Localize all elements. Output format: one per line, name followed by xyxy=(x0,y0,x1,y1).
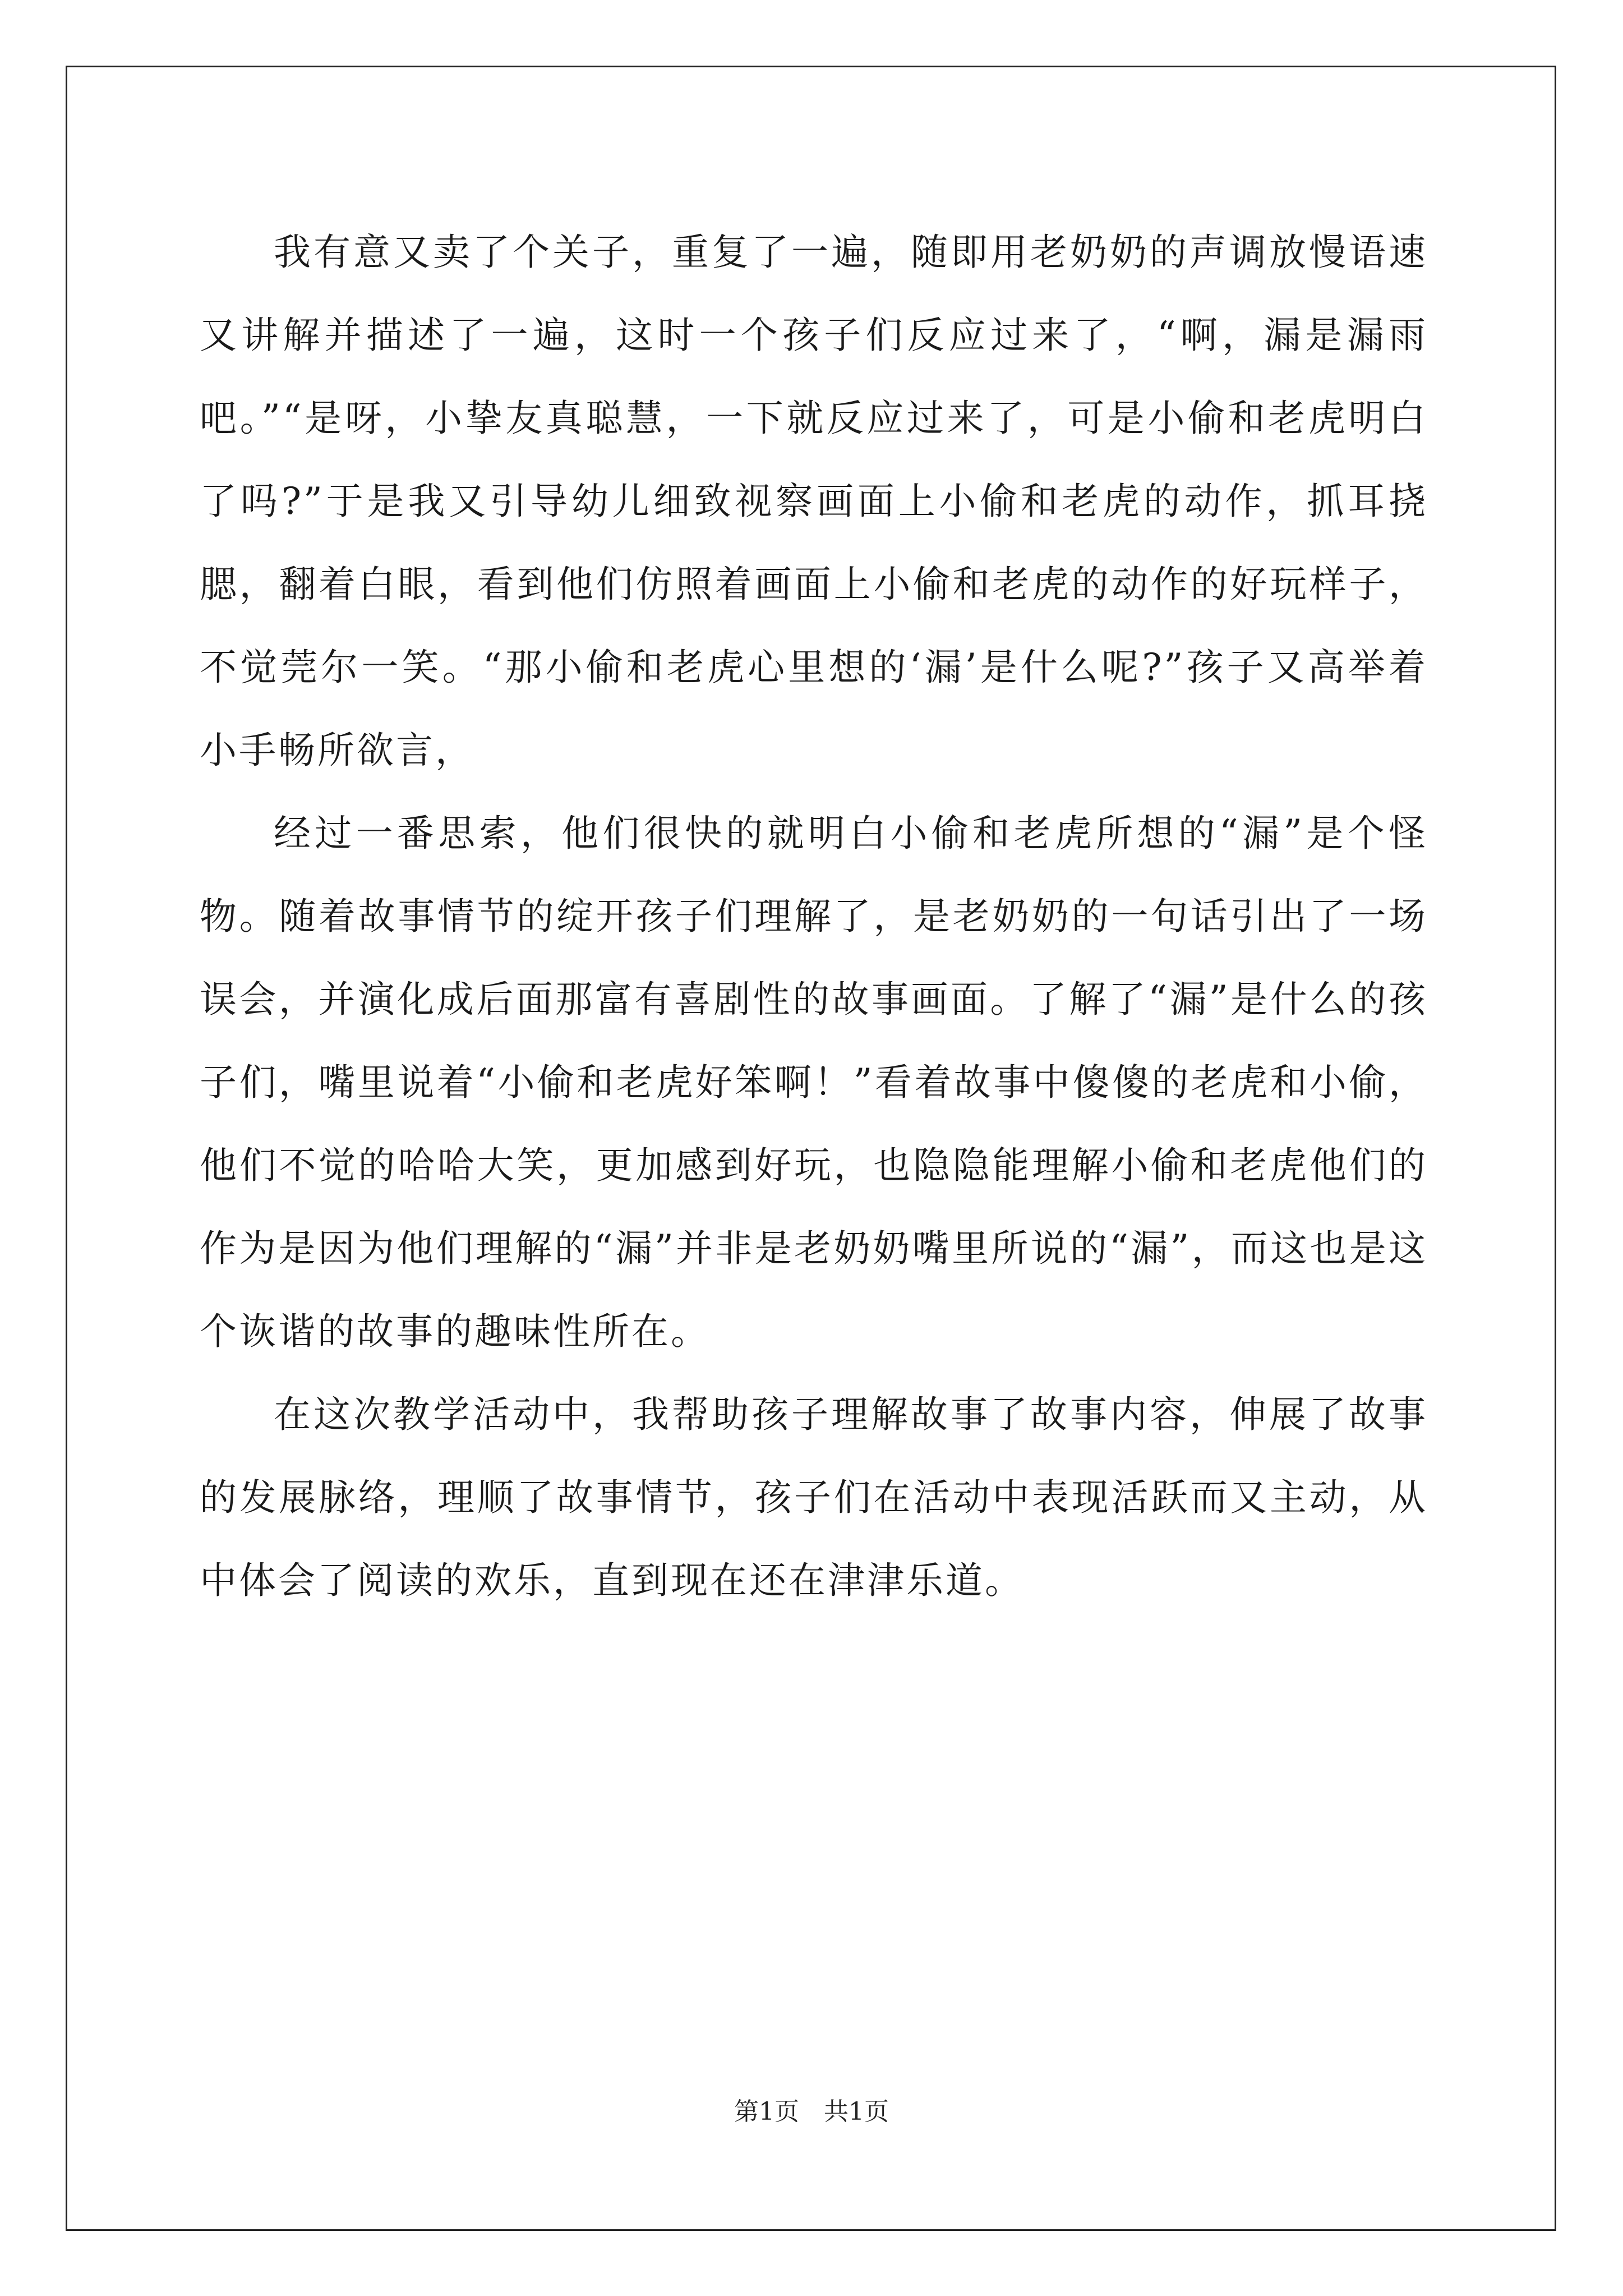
page-number-footer: 第1页 共1页 xyxy=(734,2097,889,2126)
paragraph-2: 经过一番思索，他们很快的就明白小偷和老虎所想的“漏”是个怪物。随着故事情节的绽开孩子们理解了，是老奶奶的一句话引出了一场误会，并演化成后面那富有喜剧性的故事画面。了解了“漏”是什么的孩子们，嘴里说着“小偷和老虎好笨啊！”看着故事中傻傻的老虎和小偷，他们不觉的哈哈大笑，更加感到好玩，也隐隐能理解小偷和老虎他们的作为是因为他们理解的“漏”并非是老奶奶嘴里所说的“漏”，而这也是这个诙谐的故事的趣味性所在。 xyxy=(200,812,1428,1353)
paragraph-3: 在这次教学活动中，我帮助孩子理解故事了故事内容，伸展了故事的发展脉络，理顺了故事情节，孩子们在活动中表现活跃而又主动，从中体会了阅读的欢乐，直到现在还在津津乐道。 xyxy=(200,1393,1428,1602)
document-body xyxy=(200,211,1428,1622)
paragraph-1: 我有意又卖了个关子，重复了一遍，随即用老奶奶的声调放慢语速又讲解并描述了一遍，这时一个孩子们反应过来了，“啊，漏是漏雨吧。”“是呀，小挚友真聪慧，一下就反应过来了，可是小偷和老虎明白了吗?”于是我又引导幼儿细致视察画面上小偷和老虎的动作，抓耳挠腮，翻着白眼，看到他们仿照着画面上小偷和老虎的动作的好玩样子，不觉莞尔一笑。“那小偷和老虎心里想的‘漏’是什么呢?”孩子又高举着小手畅所欲言， xyxy=(200,231,1428,772)
